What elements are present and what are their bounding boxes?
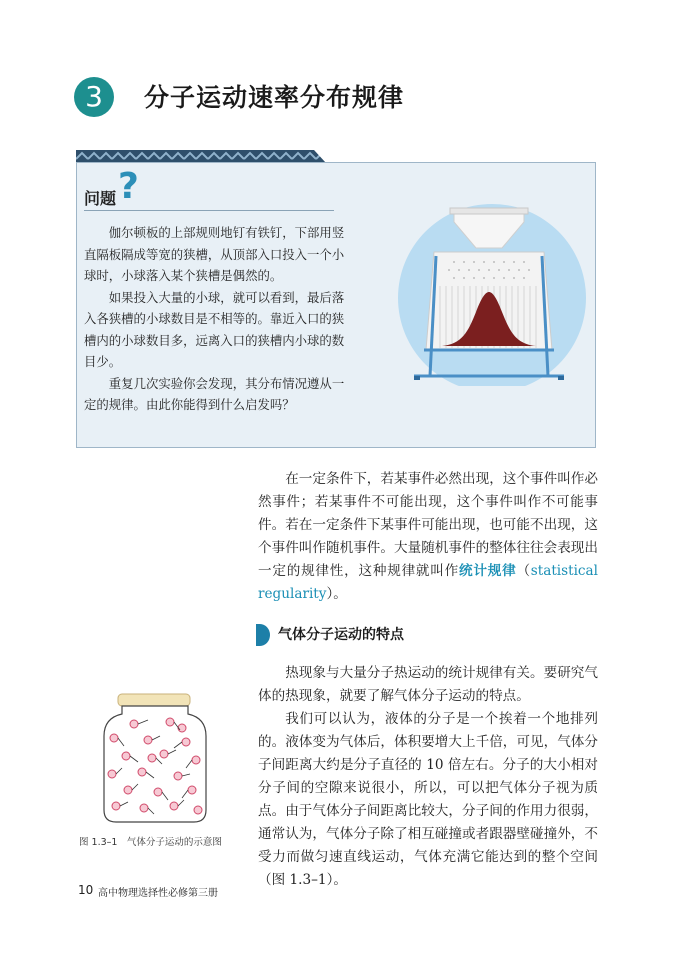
subsection-marker-icon <box>256 624 270 646</box>
question-mark-icon: ? <box>118 166 139 207</box>
body-paragraph: 热现象与大量分子热运动的统计规律有关。要研究气体的热现象，就要了解气体分子运动的特点。 <box>258 665 598 704</box>
gas-molecules-jar-figure <box>94 692 222 826</box>
section-title: 分子运动速率分布规律 <box>144 83 405 112</box>
question-box-divider <box>84 210 334 211</box>
question-paragraph: 重复几次实验你会发现，其分布情况遵从一定的规律。由此你能得到什么启发吗？ <box>84 375 345 412</box>
term-statistical-regularity: 统计规律 <box>459 563 517 579</box>
intro-close-paren: ）。 <box>326 586 347 602</box>
figure-caption: 图 1.3–1 气体分子运动的示意图 <box>79 837 222 848</box>
jar-lid <box>118 694 190 706</box>
subsection-body <box>258 662 598 892</box>
intro-text: 在一定条件下，若某事件必然出现，这个事件叫作必然事件；若某事件不可能出现，这个事件叫作不可能事件。若在一定条件下某事件可能出现，也可能不出现，这个事件叫作随机事件。大量随机事件的整体往往会表现出一定的规律性，这种规律就叫作 <box>258 471 598 579</box>
body-paragraph: 我们可以认为，液体的分子是一个挨着一个地排列的。液体变为气体后，体积要增大上千倍，可见，气体分子间距离大约是分子直径的 10 倍左右。分子的大小相对分子间的空隙来说很小，所以，可以把气体分子视为质点。由于气体分子间距离比较大，分子间的作用力很弱，通常认为，气体分子除了相互碰撞或者跟器壁碰撞外，不受力而做匀速直线运动，气体充满它能达到的整个空间（图 1.3–1）。 <box>258 711 598 888</box>
question-box-text <box>84 222 352 416</box>
question-paragraph: 如果投入大量的小球，就可以看到，最后落入各狭槽的小球数目是不相等的。靠近入口的狭槽内的小球数目多，远离入口的狭槽内小球的数目少。 <box>84 289 345 369</box>
term-english: statistical regularity <box>258 563 599 602</box>
galton-hopper-rim <box>450 208 528 214</box>
intro-paragraph <box>258 468 598 606</box>
intro-open-paren: （ <box>516 563 531 579</box>
book-title: 高中物理选择性必修第三册 <box>98 888 218 899</box>
subsection-title: 气体分子运动的特点 <box>278 627 404 643</box>
question-paragraph: 伽尔顿板的上部规则地钉有铁钉，下部用竖直隔板隔成等宽的狭槽，从顶部入口投入一个小球时，小球落入某个狭槽是偶然的。 <box>84 225 345 283</box>
question-box-title: 问题 <box>84 189 117 208</box>
galton-board-illustration <box>384 200 596 386</box>
page-number: 10 <box>78 883 94 897</box>
section-number-badge: 3 <box>74 77 114 117</box>
